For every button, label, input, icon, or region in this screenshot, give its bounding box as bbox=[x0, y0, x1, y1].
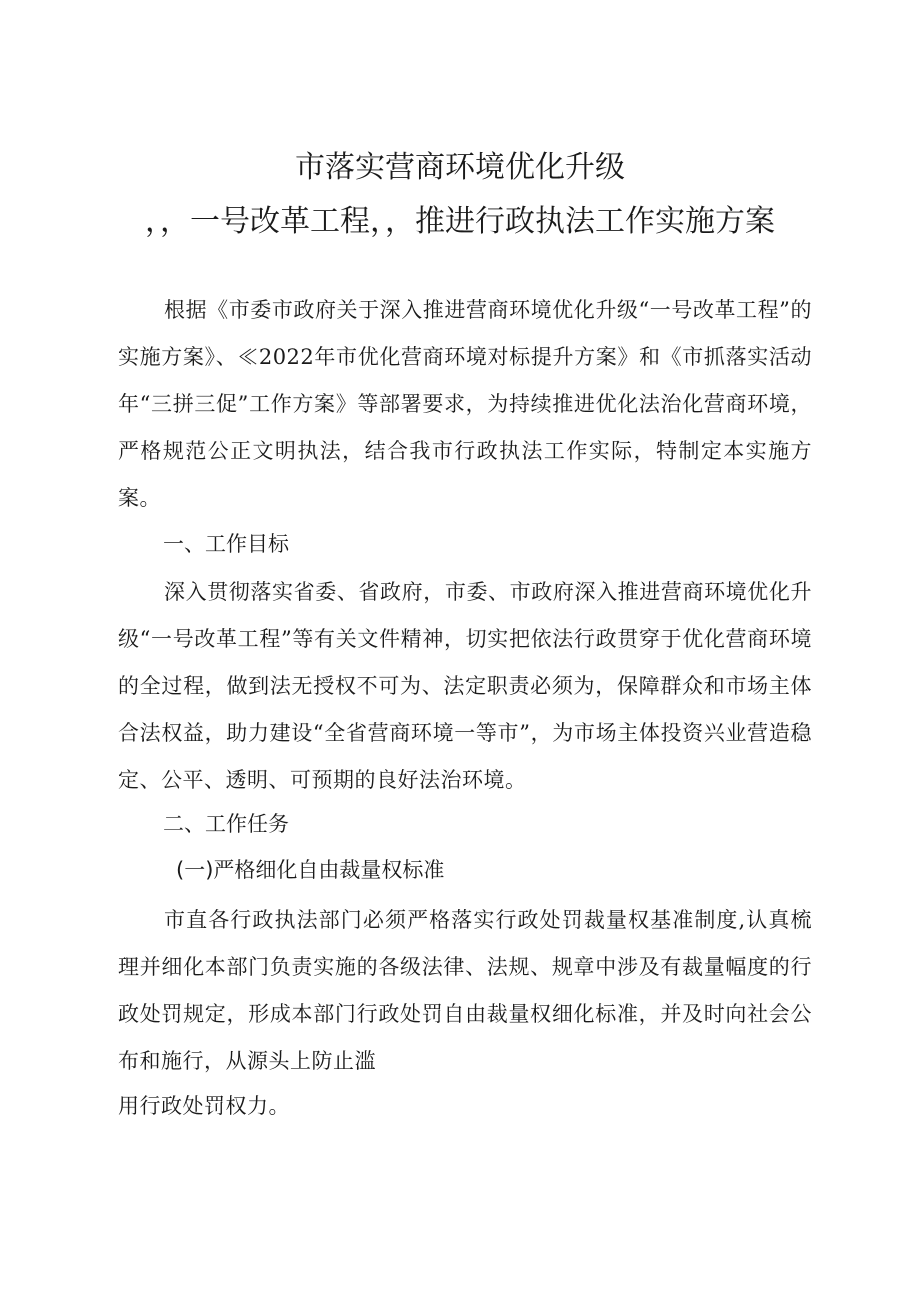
section1-heading: 一、工作目标 bbox=[163, 532, 289, 556]
section1-paragraph: 深入贯彻落实省委、省政府，市委、市政府深入推进营商环境优化升级“一号改革工程”等有关文件精神，切实把依法行政贯穿于优化营商环境的全过程，做到法无授权不可为、法定职责必须为，保障群众和市场主体合法权益，助力建设“全省营商环境一等市”，为市场主体投资兴业营造稳定、公平、透明、可预期的良好法治环境。 bbox=[118, 580, 812, 792]
document-title-line1: 市落实营商环境优化升级 bbox=[295, 150, 625, 185]
document-title-line2: ，，一号改革工程，，推进行政执法工作实施方案 bbox=[145, 204, 775, 239]
continuation-line: 用行政处罚权力。 bbox=[118, 1094, 290, 1118]
section2-heading: 二、工作任务 bbox=[163, 812, 289, 836]
subsection1-heading: (一)严格细化自由裁量权标准 bbox=[176, 858, 445, 882]
intro-paragraph: 根据《市委市政府关于深入推进营商环境优化升级“一号改革工程”的实施方案》、≪2022年市优化营商环境对标提升方案》和《市抓落实活动年“三拼三促”工作方案》等部署要求，为持续推进优化法治化营商环境，严格规范公正文明执法，结合我市行政执法工作实际，特制定本实施方案。 bbox=[118, 298, 812, 510]
subsection1-paragraph: 市直各行政执法部门必须严格落实行政处罚裁量权基准制度,认真梳理并细化本部门负责实施的各级法律、法规、规章中涉及有裁量幅度的行政处罚规定，形成本部门行政处罚自由裁量权细化标准，并及时向社会公布和施行，从源头上防止滥 bbox=[118, 908, 812, 1073]
